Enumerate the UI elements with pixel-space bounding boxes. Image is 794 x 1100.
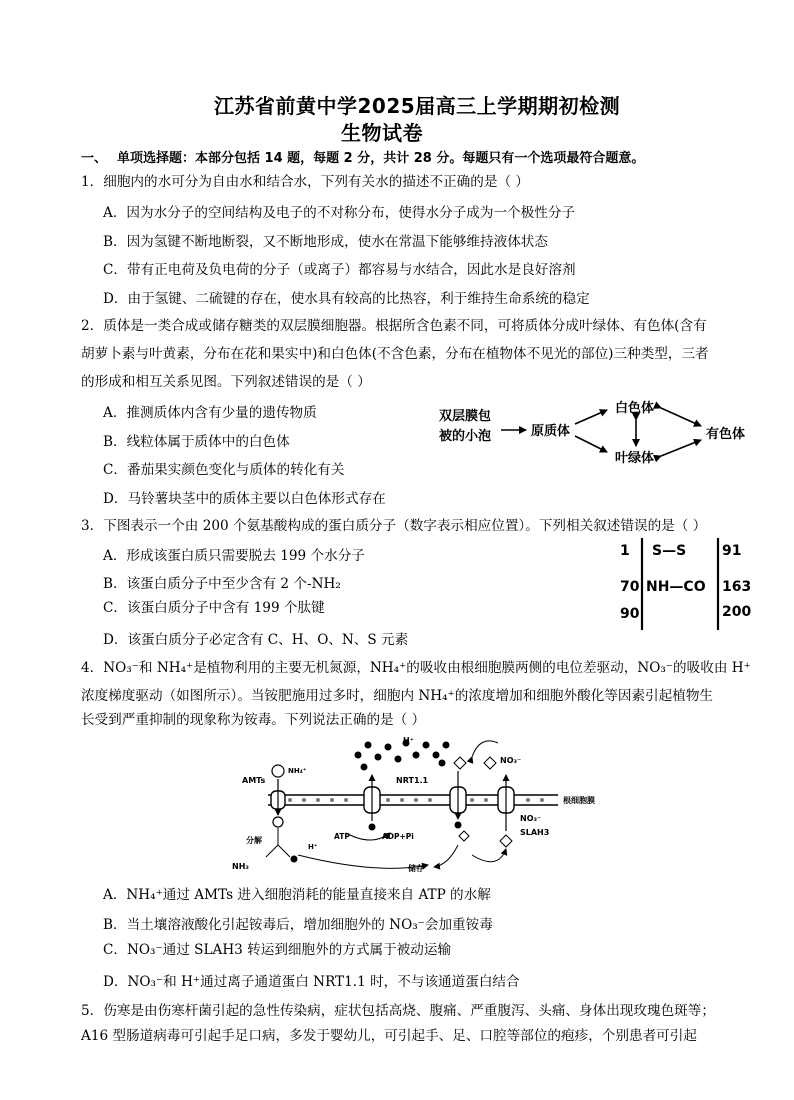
q2-stem-line2: 胡萝卜素与叶黄素，分布在花和果实中)和白色体(不含色素，分布在植物体不见光的部位)三种类型，三者 [81,346,709,362]
h-ion-dot [433,752,440,759]
q2-stem-line1: 2．质体是一类合成或储存糖类的双层膜细胞器。根据所含色素不同，可将质体分成叶绿体、有色体(含有 [81,318,707,334]
h-ion-dot [423,742,430,749]
pos-70-label: 70 [620,579,640,595]
pos-163-label: 163 [722,579,752,595]
q4-option-c: C．NO₃⁻通过 SLAH3 转运到细胞外的方式属于被动运输 [103,942,452,958]
section-number: 一、 [81,151,108,166]
slah3-label: SLAH3 [520,828,550,837]
q3-option-b: B．该蛋白质分子中至少含有 2 个-NH₂ [103,576,341,592]
h-ion-dot [385,744,392,751]
q5-stem-line1: 5．伤寒是由伤寒杆菌引起的急性传染病，症状包括高烧、腹痛、严重腹泻、头痛、身体出现玫瑰色斑等； [81,1003,715,1019]
no3-inside-icon [500,835,512,847]
h-ion-dot [439,760,446,767]
q4-stem-line2: 浓度梯度驱动（如图所示）。当铵肥施用过多时，细胞内 NH₄⁺的浓度增加和细胞外酸化等因素引起植物生 [81,688,714,704]
h-ion-dot [443,742,450,749]
membrane-label: 根细胞膜 [563,796,595,805]
no3-top-label: NO₃⁻ [500,756,522,765]
q2-option-a: A．推测质体内含有少量的遗传物质 [103,405,317,421]
q1-stem: 1．细胞内的水可分为自由水和结合水，下列有关水的描述不正确的是（ ） [81,174,529,190]
q4-option-b: B．当土壤溶液酸化引起铵毒后，增加细胞外的 NO₃⁻会加重铵毒 [103,917,493,933]
adp-label: ADP+Pi [382,832,414,841]
protein-diagram [612,536,782,632]
h-ion-dot [369,824,376,831]
pos-90-label: 90 [620,606,640,622]
nh4-label: NH₄⁺ [288,767,307,775]
page-subtitle: 生物试卷 [341,121,423,145]
q1-option-a: A．因为水分子的空间结构及电子的不对称分布，使得水分子成为一个极性分子 [103,205,576,221]
no3-inside-icon [459,831,469,841]
arrow-no3-cycle [472,741,498,757]
chromoplast-label: 有色体 [706,427,746,442]
amts-label: AMTs [242,776,266,785]
plastid-diagram [425,390,770,475]
storage-label: 储存 [408,864,424,873]
q5-stem-line2: A16 型肠道病毒可引起手足口病，多发于婴幼儿，可引起手、足、口腔等部位的疱疹，个别患者可引起 [81,1028,697,1044]
h-ion-dot [361,764,368,771]
h-ion-dot [291,856,298,863]
h-ion-dot [395,756,402,763]
section-heading: 单项选择题：本部分包括 14 题，每题 2 分，共计 28 分。每题只有一个选项最符合题意。 [117,151,645,166]
chloroplast-label: 叶绿体 [615,451,655,466]
arrow-storage-slah3 [472,849,506,862]
h-ion-dot [455,822,462,829]
arrow-leucoplast-chromoplast [661,408,701,426]
q4-option-d: D．NO₃⁻和 H⁺通过离子通道蛋白 NRT1.1 时，不与该通道蛋白结合 [103,974,520,990]
h-ion-dot [365,742,372,749]
vesicle-label-1: 双层膜包 [439,409,492,424]
h-outside-label: H⁺ [403,736,414,745]
nh4-inside-icon [273,817,283,827]
nrt-label: NRT1.1 [396,776,429,785]
q4-option-a: A．NH₄⁺通过 AMTs 进入细胞消耗的能量直接来自 ATP 的水解 [103,887,491,903]
h-ion-dot [413,752,420,759]
page-title: 江苏省前黄中学2025届高三上学期期初检测 [214,94,621,118]
peptide-bond-label: NH—CO [646,579,706,595]
q2-option-c: C．番茄果实颜色变化与质体的转化有关 [103,462,345,478]
arrow-chloroplast-chromoplast [661,440,701,456]
q4-stem-line3: 长受到严重抑制的现象称为铵毒。下列说法正确的是（ ） [81,712,426,728]
pos-1-label: 1 [620,543,630,559]
pos-91-label: 91 [722,543,742,559]
nh3-label: NH₃ [232,862,249,871]
h-inside-label: H⁺ [308,843,318,851]
decompose-branch-1 [266,845,278,857]
atp-label: ATP [334,832,350,841]
disulfide-bond-label: S—S [652,543,687,559]
decompose-branch-2 [278,845,290,857]
q2-stem-line3: 的形成和相互关系见图。下列叙述错误的是（ ） [81,374,371,390]
h-ion-dot [375,754,382,761]
q3-stem: 3．下图表示一个由 200 个氨基酸构成的蛋白质分子（数字表示相应位置）。下列相关叙述错误的是（ ） [81,518,707,534]
h-ion-dot [355,752,362,759]
q1-option-b: B．因为氢键不断地断裂，又不断地形成，使水在常温下能够维持液体状态 [103,234,548,250]
decompose-label: 分解 [246,836,262,845]
proplastid-label: 原质体 [531,424,571,439]
q1-option-c: C．带有正电荷及负电荷的分子（或离子）都容易与水结合，因此水是良好溶剂 [103,262,576,278]
arrow-proplastid-leucoplast [575,410,607,424]
no3-ion-icon [454,757,466,769]
q2-option-d: D．马铃薯块茎中的质体主要以白色体形式存在 [103,491,386,507]
membrane-transport-diagram [228,735,628,875]
leucoplast-label: 白色体 [615,401,655,416]
vesicle-label-2: 被的小泡 [439,429,492,444]
q3-option-a: A．形成该蛋白质只需要脱去 199 个水分子 [103,548,365,564]
arrow-proplastid-chloroplast [575,436,607,452]
no3-ion-icon [484,757,496,769]
q2-option-b: B．线粒体属于质体中的白色体 [103,434,290,450]
arrow-no3-storage [434,845,458,867]
pos-200-label: 200 [722,604,752,620]
nh4-ion-icon [272,765,284,777]
q1-option-d: D．由于氢键、二硫键的存在，使水具有较高的比热容，利于维持生命系统的稳定 [103,291,590,307]
q3-option-d: D．该蛋白质分子必定含有 C、H、O、N、S 元素 [103,632,409,648]
no3-right-label: NO₃⁻ [520,814,542,823]
q4-stem-line1: 4．NO₃⁻和 NH₄⁺是植物利用的主要无机氮源，NH₄⁺的吸收由根细胞膜两侧的电位差驱动，NO₃⁻的吸收由 H⁺ [81,660,751,676]
q3-option-c: C．该蛋白质分子中含有 199 个肽键 [103,600,325,616]
